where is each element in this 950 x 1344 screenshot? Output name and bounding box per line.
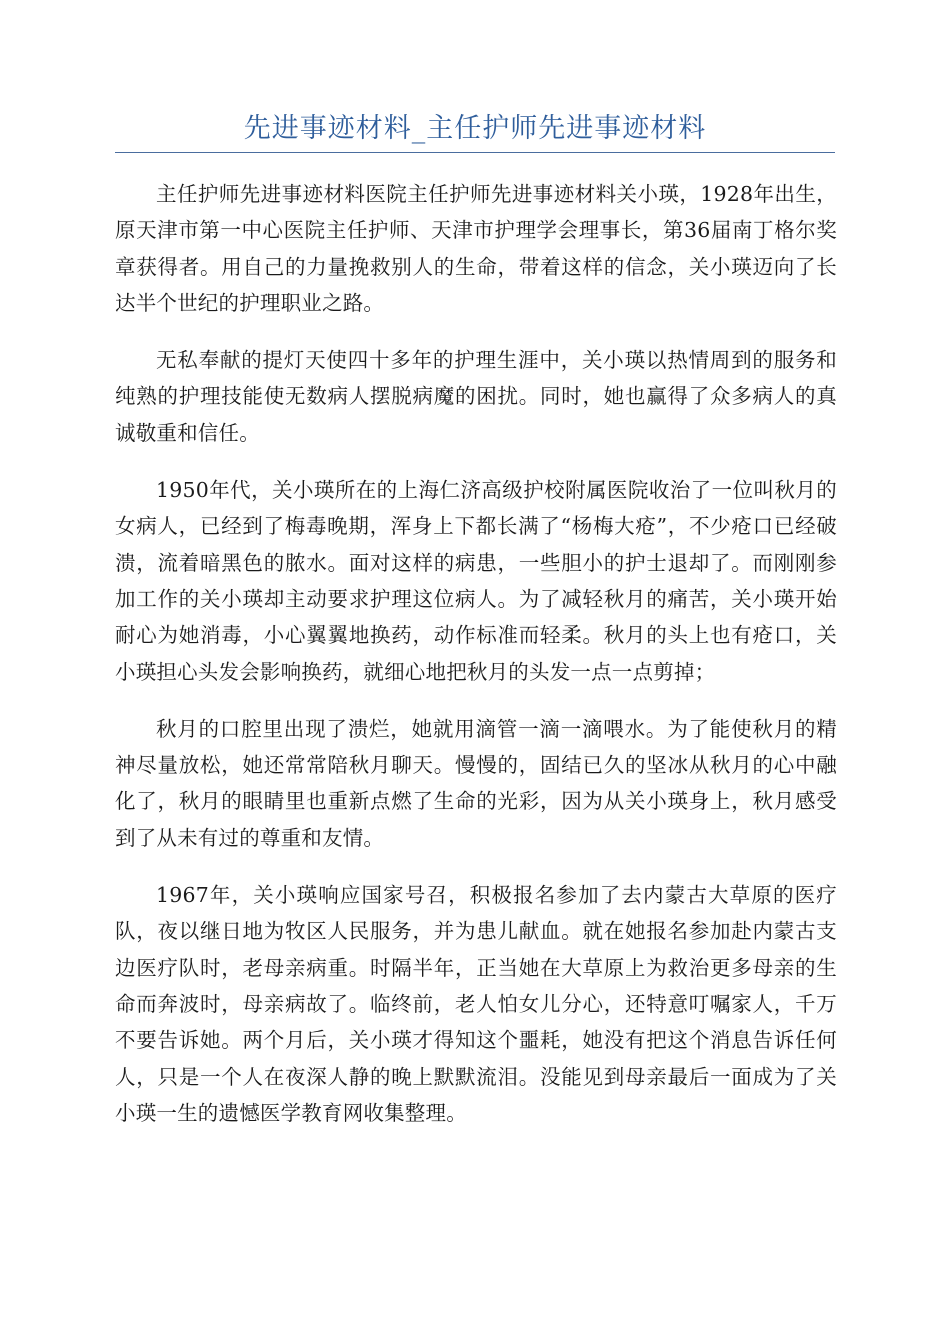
paragraph-3: 1950年代，关小瑛所在的上海仁济高级护校附属医院收治了一位叫秋月的女病人，已经到了梅毒晚期，浑身上下都长满了“杨梅大疮”，不少疮口已经破溃，流着暗黑色的脓水。面对这样的病患，一些胆小的护士退却了。而刚刚参加工作的关小瑛却主动要求护理这位病人。为了减轻秋月的痛苦，关小瑛开始耐心为她消毒，小心翼翼地换药，动作标准而轻柔。秋月的头上也有疮口，关小瑛担心头发会影响换药，就细心地把秋月的头发一点一点剪掉； [115, 478, 837, 684]
paragraph-2: 无私奉献的提灯天使四十多年的护理生涯中，关小瑛以热情周到的服务和纯熟的护理技能使无数病人摆脱病魔的困扰。同时，她也赢得了众多病人的真诚敬重和信任。 [115, 348, 837, 445]
paragraph-5: 1967年，关小瑛响应国家号召，积极报名参加了去内蒙古大草原的医疗队，夜以继日地为牧区人民服务，并为患儿献血。就在她报名参加赴内蒙古支边医疗队时，老母亲病重。时隔半年，正当她在大草原上为救治更多母亲的生命而奔波时，母亲病故了。临终前，老人怕女儿分心，还特意叮嘱家人，千万不要告诉她。两个月后，关小瑛才得知这个噩耗，她没有把这个消息告诉任何人，只是一个人在夜深人静的晚上默默流泪。没能见到母亲最后一面成为了关小瑛一生的遗憾医学教育网收集整理。 [115, 883, 837, 1125]
document-body [115, 176, 837, 1152]
document-title: 先进事迹材料_主任护师先进事迹材料 [243, 113, 707, 144]
paragraph-4: 秋月的口腔里出现了溃烂，她就用滴管一滴一滴喂水。为了能使秋月的精神尽量放松，她还常常陪秋月聊天。慢慢的，固结已久的坚冰从秋月的心中融化了，秋月的眼睛里也重新点燃了生命的光彩，因为从关小瑛身上，秋月感受到了从未有过的尊重和友情。 [115, 716, 837, 850]
title-block [115, 110, 835, 153]
paragraph-1: 主任护师先进事迹材料医院主任护师先进事迹材料关小瑛，1928年出生，原天津市第一中心医院主任护师、天津市护理学会理事长，第36届南丁格尔奖章获得者。用自己的力量挽救别人的生命，带着这样的信念，关小瑛迈向了长达半个世纪的护理职业之路。 [115, 182, 837, 315]
